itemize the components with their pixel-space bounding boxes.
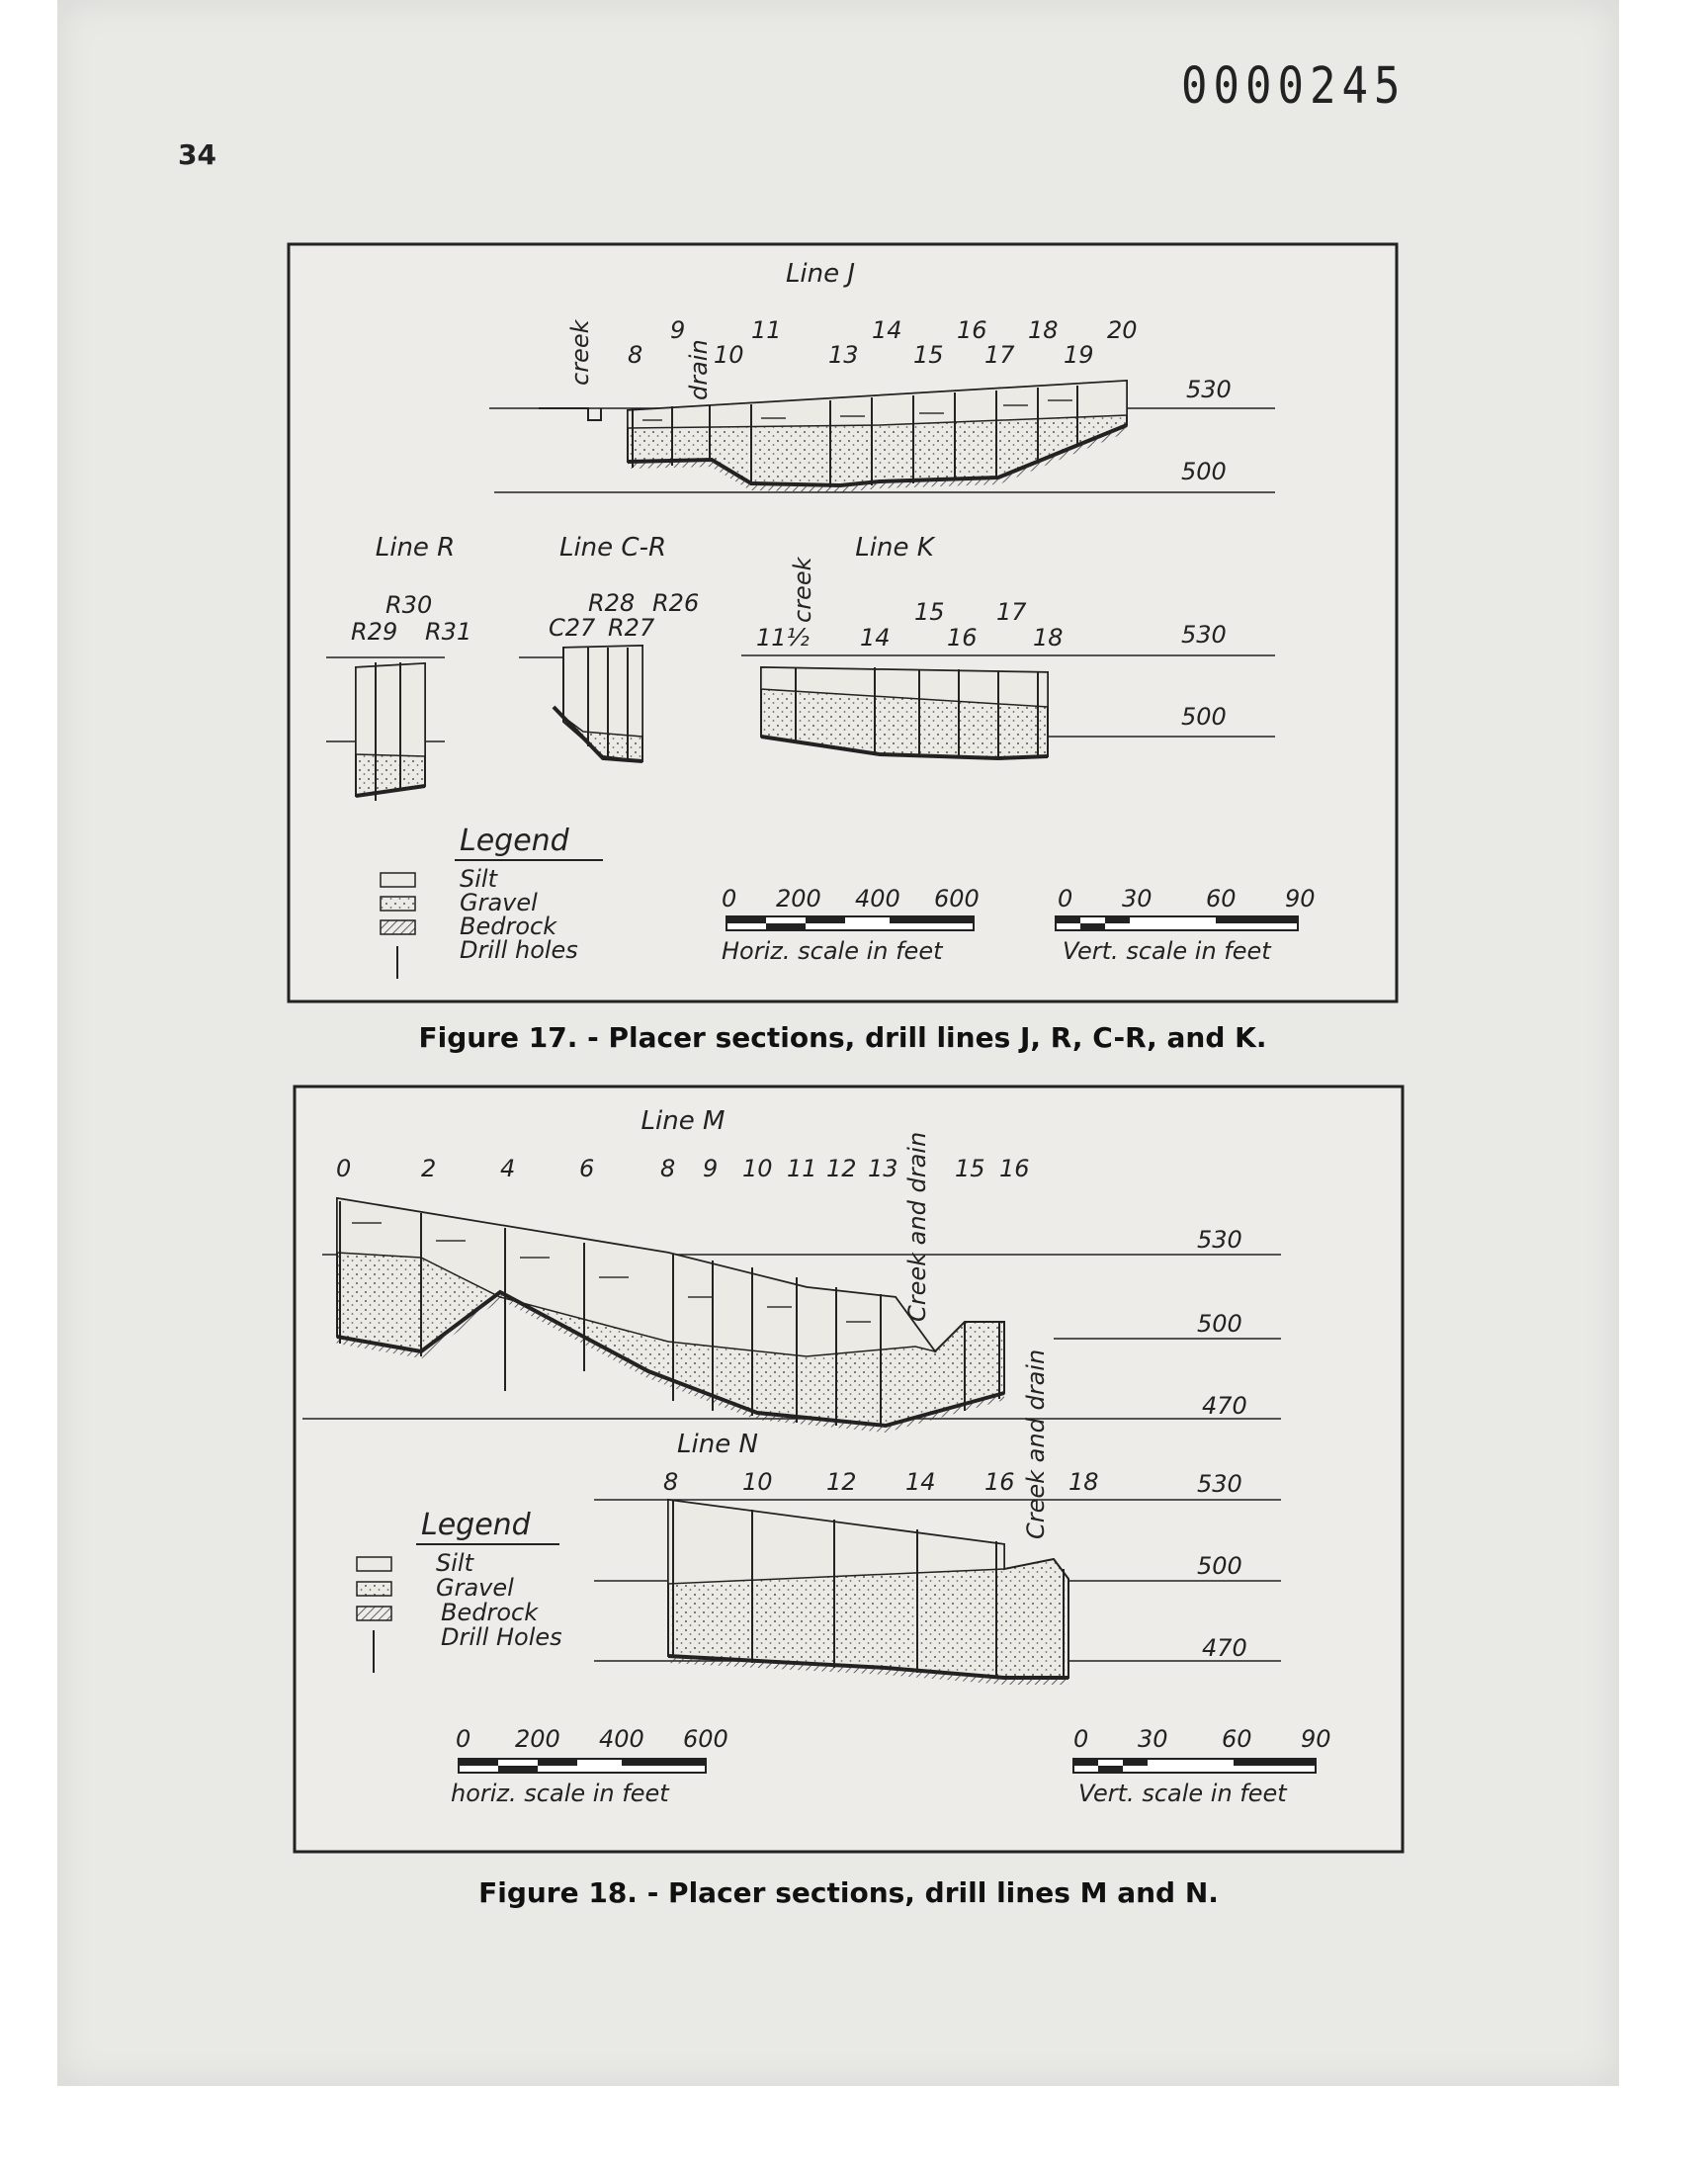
hole-label: 15 (914, 598, 945, 626)
legend-item: Silt (460, 865, 497, 893)
hole-label: 13 (828, 341, 859, 369)
scale-label: Vert. scale in feet (1063, 937, 1271, 965)
elevation-label: 470 (1202, 1392, 1247, 1420)
hole-label: 16 (999, 1155, 1030, 1182)
scale-tick: 0 (456, 1725, 471, 1753)
scale-tick: 0 (1058, 885, 1073, 913)
bedrock-swatch (381, 920, 415, 934)
elevation-label: 530 (1197, 1226, 1242, 1254)
hole-label: 9 (703, 1155, 719, 1182)
scale-tick: 30 (1122, 885, 1153, 913)
hole-label: R27 (608, 614, 655, 642)
legend-item: Gravel (460, 889, 538, 916)
elevation-label: 530 (1181, 621, 1227, 649)
hole-label: 19 (1064, 341, 1094, 369)
hole-label: R31 (425, 618, 472, 646)
line-m-title: Line M (640, 1106, 726, 1136)
legend-item: Silt (436, 1549, 473, 1577)
hole-label: 14 (860, 624, 891, 652)
line-k-creek-label: creek (789, 557, 816, 623)
hole-label: 10 (742, 1468, 773, 1496)
hole-label: R30 (385, 591, 433, 619)
legend-item: Bedrock (441, 1599, 539, 1626)
line-r-title: Line R (375, 533, 456, 563)
hole-label: 9 (670, 316, 686, 344)
scale-tick: 30 (1138, 1725, 1168, 1753)
legend-item: Drill holes (460, 936, 578, 964)
hole-label: 16 (984, 1468, 1015, 1496)
gravel-swatch (381, 897, 415, 911)
hole-label: 17 (996, 598, 1027, 626)
elevation-label: 500 (1181, 458, 1227, 485)
scale-tick: 400 (599, 1725, 644, 1753)
line-cr-title: Line C-R (558, 533, 667, 563)
scale-label: horiz. scale in feet (451, 1780, 669, 1807)
scale-label: Horiz. scale in feet (722, 937, 943, 965)
line-k-title: Line K (855, 533, 934, 563)
page-number: 34 (178, 138, 216, 171)
elevation-label: 530 (1197, 1470, 1242, 1498)
elevation-label: 500 (1197, 1310, 1242, 1338)
legend-title: Legend (421, 1508, 531, 1542)
figure-17-diagram (287, 242, 1399, 1003)
silt-swatch (381, 873, 415, 887)
line-j-creek-label: creek (566, 319, 594, 386)
hole-label: 20 (1107, 316, 1138, 344)
hole-label: 18 (1033, 624, 1064, 652)
hole-label: 14 (905, 1468, 936, 1496)
hole-label: 0 (336, 1155, 352, 1182)
hole-label: 2 (421, 1155, 437, 1182)
hole-label: 8 (663, 1468, 679, 1496)
hole-label: 17 (984, 341, 1015, 369)
line-j-title: Line J (785, 259, 856, 289)
hole-label: R29 (351, 618, 398, 646)
elevation-label: 500 (1181, 703, 1227, 731)
hole-label: C27 (549, 614, 596, 642)
hole-label: R26 (652, 589, 700, 617)
scale-tick: 200 (515, 1725, 560, 1753)
hole-label: 15 (955, 1155, 985, 1182)
hole-label: 6 (579, 1155, 595, 1182)
hole-label: 18 (1028, 316, 1059, 344)
hole-label: 11 (787, 1155, 817, 1182)
legend-item: Gravel (436, 1574, 514, 1602)
hole-label: 4 (500, 1155, 516, 1182)
hole-label: R28 (588, 589, 636, 617)
figure-18-diagram (293, 1085, 1405, 1854)
figure-17-caption: Figure 17. - Placer sections, drill lines J, R, C-R, and K. (418, 1021, 1267, 1054)
document-id: 0000245 (1181, 57, 1407, 116)
line-j-drain-label: drain (685, 339, 713, 400)
scale-tick: 0 (1073, 1725, 1089, 1753)
scale-tick: 90 (1285, 885, 1316, 913)
elevation-label: 470 (1202, 1634, 1247, 1662)
hole-label: 11 (751, 316, 782, 344)
bedrock-swatch (357, 1607, 391, 1620)
scale-tick: 400 (855, 885, 900, 913)
hole-label: 12 (826, 1468, 857, 1496)
gravel-swatch (357, 1582, 391, 1596)
line-m-creek-label: Creek and drain (903, 1131, 931, 1322)
scale-label: Vert. scale in feet (1078, 1780, 1287, 1807)
scale-tick: 600 (683, 1725, 728, 1753)
legend-item: Drill Holes (441, 1623, 562, 1651)
hole-label: 10 (742, 1155, 773, 1182)
scale-tick: 90 (1301, 1725, 1331, 1753)
legend-title: Legend (460, 824, 569, 858)
hole-label: 18 (1068, 1468, 1099, 1496)
elevation-label: 500 (1197, 1552, 1242, 1580)
hole-label: 8 (628, 341, 643, 369)
elevation-label: 530 (1186, 376, 1232, 403)
hole-label: 13 (868, 1155, 898, 1182)
scale-tick: 600 (934, 885, 980, 913)
hole-label: 12 (826, 1155, 857, 1182)
figure-18-caption: Figure 18. - Placer sections, drill lines M and N. (478, 1876, 1219, 1909)
hole-label: 16 (957, 316, 987, 344)
scale-tick: 60 (1222, 1725, 1252, 1753)
hole-label: 11½ (756, 624, 810, 652)
hole-label: 15 (913, 341, 944, 369)
hole-label: 8 (660, 1155, 676, 1182)
scale-tick: 200 (776, 885, 821, 913)
scale-tick: 60 (1206, 885, 1237, 913)
scale-tick: 0 (722, 885, 737, 913)
legend-item: Bedrock (460, 913, 557, 940)
silt-swatch (357, 1557, 391, 1571)
hole-label: 14 (872, 316, 902, 344)
hole-label: 16 (947, 624, 978, 652)
line-n-creek-label: Creek and drain (1022, 1348, 1050, 1539)
line-n-title: Line N (677, 1430, 758, 1459)
hole-label: 10 (714, 341, 744, 369)
